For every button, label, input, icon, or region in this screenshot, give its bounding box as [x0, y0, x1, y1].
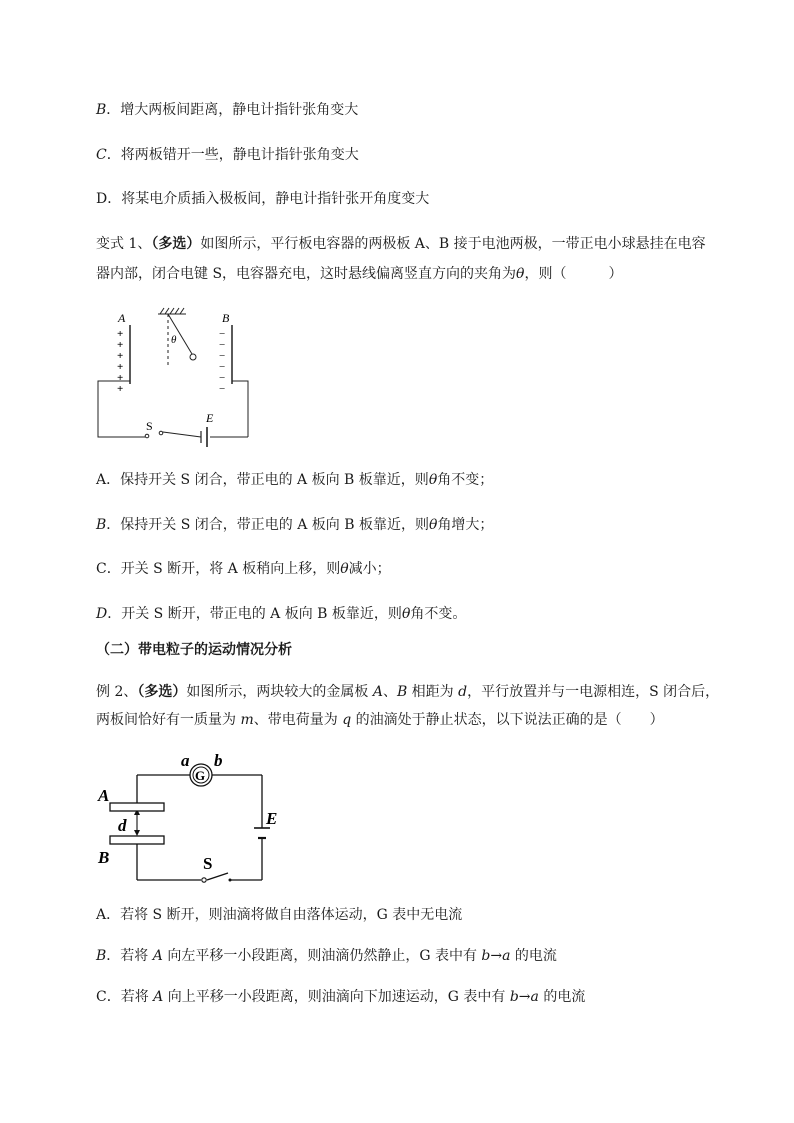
fig1-label-s: S	[146, 419, 153, 433]
example2-var-q: q	[342, 712, 352, 728]
plate-b	[110, 836, 164, 844]
example2-prefix: 例 2、	[96, 684, 138, 700]
variant1-option-c	[96, 559, 391, 579]
variant1-theta: θ	[516, 266, 525, 282]
variant1-option-a-theta: θ	[428, 472, 438, 488]
variant1-stem-line1	[96, 234, 706, 254]
svg-text:+: +	[117, 361, 124, 373]
variant1-option-a-post: 角不变；	[437, 472, 494, 488]
example2-l2-a: 两板间恰好有一质量为	[96, 712, 241, 728]
svg-text:−: −	[219, 372, 226, 384]
example2-option-b-mid: 向左平移一小段距离，则油滴仍然静止，G 表中有	[162, 948, 482, 964]
example2-option-b-letter: B	[96, 948, 107, 964]
fig2-label-a-small: a	[181, 751, 190, 770]
example2-option-a	[96, 905, 462, 925]
galvanometer-g: G	[195, 768, 206, 783]
fig2-label-e: E	[266, 809, 278, 828]
q1-option-b	[96, 100, 358, 120]
example2-option-b-pre: ．若将	[106, 948, 153, 964]
variant1-option-d	[96, 604, 466, 624]
variant1-option-d-theta: θ	[401, 606, 411, 622]
variant1-prefix: 变式 1、	[96, 236, 152, 252]
variant1-option-b-pre: ．保持开关 S 闭合，带正电的 A 板向 B 板靠近，则	[106, 517, 429, 533]
example2-stem-line1	[96, 682, 719, 702]
example2-l1-d: ，平行放置并与一电源相连，S 闭合后，	[467, 684, 720, 700]
example2-option-c-mid: 向上平移一小段距离，则油滴向下加速运动，G 表中有	[163, 989, 510, 1005]
q1-option-c	[96, 145, 359, 165]
variant1-option-c-post: 减小；	[348, 561, 391, 577]
variant1-option-c-theta: θ	[340, 561, 349, 577]
charged-ball	[190, 354, 196, 360]
q1-option-c-letter: C	[96, 147, 107, 163]
variant1-line1-text: 如图所示，平行板电容器的两极板 A、B 接于电池两极，一带正电小球悬挂在电容	[200, 236, 706, 252]
example2-option-a-text: A．若将 S 断开，则油滴将做自由落体运动，G 表中无电流	[96, 907, 463, 923]
q1-option-c-text: ．将两板错开一些，静电计指针张角变大	[106, 147, 359, 163]
fig1-label-e: E	[206, 411, 214, 425]
fig2-label-b: B	[98, 848, 110, 867]
variant1-line2-b: ，则（ ）	[524, 266, 623, 282]
fig1-label-a: A	[118, 311, 126, 325]
plate-a	[110, 803, 164, 811]
variant1-line2-a: 器内部，闭合电键 S，电容器充电，这时悬线偏离竖直方向的夹角为	[96, 266, 517, 282]
example2-tag: （多选）	[137, 684, 187, 700]
fig1-label-b: B	[222, 311, 230, 325]
example2-option-c	[96, 987, 585, 1007]
example2-l2-b: 、带电荷量为	[253, 712, 343, 728]
variant1-option-b-post: 角增大；	[437, 517, 494, 533]
plus-signs	[117, 328, 123, 395]
fig1-label-theta: θ	[171, 334, 177, 346]
example2-option-b-var: A	[152, 948, 163, 964]
variant1-option-a	[96, 470, 493, 490]
variant1-option-b-letter: B	[96, 517, 107, 533]
variant1-option-b	[96, 515, 493, 535]
fig2-label-s: S	[203, 854, 213, 873]
variant1-option-a-pre: A．保持开关 S 闭合，带正电的 A 板向 B 板靠近，则	[96, 472, 429, 488]
svg-text:−: −	[219, 361, 226, 373]
example2-option-b-post: 的电流	[510, 948, 557, 964]
example2-option-c-post: 的电流	[538, 989, 586, 1005]
svg-text:−: −	[219, 328, 226, 340]
svg-text:+: +	[117, 350, 124, 362]
svg-text:−: −	[219, 339, 226, 351]
example2-var-b: B	[396, 684, 408, 700]
q1-option-b-letter: B	[96, 102, 107, 118]
example2-l1-c: 相距为	[407, 684, 459, 700]
example2-l1-a: 如图所示，两块较大的金属板	[186, 684, 373, 700]
example2-option-c-pre: C．若将	[96, 989, 154, 1005]
example2-var-a: A	[372, 684, 383, 700]
variant1-option-d-letter: D	[96, 606, 108, 622]
variant1-option-c-pre: C．开关 S 断开，将 A 板稍向上移，则	[96, 561, 341, 577]
svg-text:+: +	[117, 339, 124, 351]
q1-option-b-text: ．增大两板间距离，静电计指针张角变大	[106, 102, 359, 118]
variant1-capacitor-figure	[90, 300, 260, 450]
example2-option-c-var: A	[153, 989, 164, 1005]
variant1-option-b-theta: θ	[429, 517, 438, 533]
example2-option-b-flow: b→a	[481, 948, 511, 964]
variant1-option-d-pre: ．开关 S 断开，带正电的 A 板向 B 板靠近，则	[107, 606, 402, 622]
q1-option-d-text: D．将某电介质插入极板间，静电计指针张开角度变大	[96, 191, 430, 207]
variant1-stem-line2	[96, 264, 622, 284]
q1-option-d	[96, 189, 429, 209]
example2-var-m: m	[240, 712, 254, 728]
fig2-label-d: d	[118, 816, 127, 835]
svg-text:−: −	[219, 350, 226, 362]
variant1-option-d-post: 角不变。	[410, 606, 467, 622]
example2-l1-b: 、	[382, 684, 397, 700]
variant1-tag: （多选）	[151, 236, 201, 252]
example2-var-d: d	[458, 684, 468, 700]
example2-stem-line2	[96, 710, 664, 730]
svg-text:+: +	[117, 372, 124, 384]
svg-text:+: +	[117, 383, 124, 395]
fig2-label-b-small: b	[214, 751, 223, 770]
svg-text:+: +	[117, 328, 124, 340]
section-heading: （二）带电粒子的运动情况分析	[96, 642, 292, 658]
minus-signs	[219, 328, 225, 395]
example2-option-c-flow: b→a	[509, 989, 539, 1005]
fig2-label-a: A	[98, 786, 110, 805]
example2-circuit-figure	[94, 746, 284, 886]
example2-l2-c: 的油滴处于静止状态，以下说法正确的是（ ）	[351, 712, 664, 728]
example2-option-b	[96, 946, 557, 966]
svg-text:−: −	[219, 383, 226, 395]
